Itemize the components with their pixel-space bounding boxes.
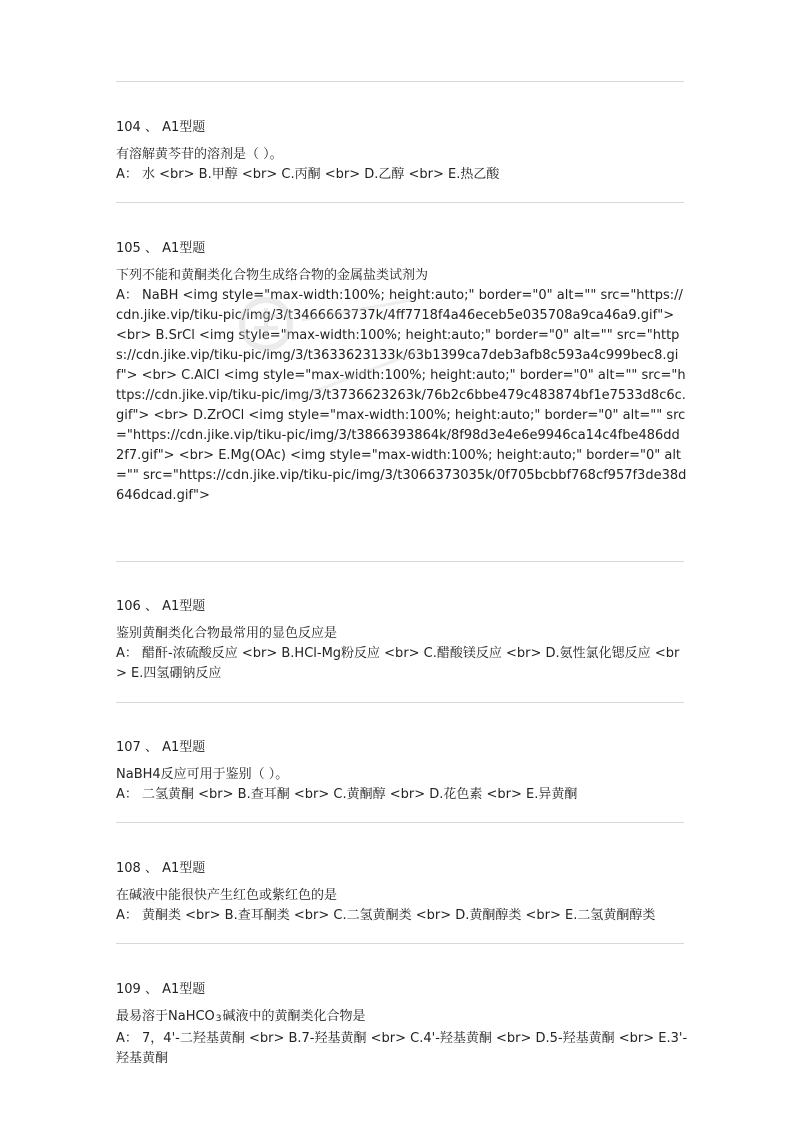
answer-options: A： 水 <br> B.甲醇 <br> C.丙酮 <br> D.乙醇 <br> E.热乙酸 [116, 167, 500, 182]
question-106 [116, 597, 688, 684]
question-type: A1型题 [162, 740, 206, 755]
answer-options: A： NaBH <img style="max-width:100%; height:auto;" border="0" alt="" src="https://cdn.jike.vip/tiku-pic/img/3/t3466663737k/4ff7718f4a46eceb5e035708a9ca46a9.gif"> <br> B.SrCl <img style="max-width:100%; height:auto;" border="0" alt="" src="https://cdn.jike.vip/tiku-pic/img/3/t3633623133k/63b1399ca7deb3afb8c593a4c999bec8.gif"> <br> C.AlCl <img style="max-width:100%; height:auto;" border="0" alt="" src="https://cdn.jike.vip/tiku-pic/img/3/t3736623263k/76b2c6bbe479c483874bf1e7533d8c6c.gif"> <br> D.ZrOCl <img style="max-width:100%; height:auto;" border="0" alt="" src="https://cdn.jike.vip/tiku-pic/img/3/t3866393864k/8f98d3e4e6e9946ca14c4fbe486dd2f7.gif"> <br> E.Mg(OAc) <img style="max-width:100%; height:auto;" border="0" alt="" src="https://cdn.jike.vip/tiku-pic/img/3/t3066373035k/0f705bcbbf768cf957f3de38d646dcad.gif"> [116, 288, 687, 503]
question-number: 106 [116, 599, 141, 614]
question-type: A1型题 [162, 982, 206, 997]
question-header [116, 239, 688, 259]
divider [116, 561, 684, 562]
question-number: 104 [116, 120, 141, 135]
question-separator: 、 [144, 982, 158, 997]
question-104 [116, 118, 688, 185]
question-105 [116, 239, 688, 506]
subscript: 3 [215, 1014, 222, 1024]
question-number: 109 [116, 982, 141, 997]
question-type: A1型题 [162, 599, 206, 614]
question-stem: 有溶解黄芩苷的溶剂是（ ）。 [116, 147, 283, 162]
question-108 [116, 859, 688, 926]
question-type: A1型题 [162, 120, 206, 135]
question-109 [116, 980, 688, 1069]
question-header [116, 980, 688, 1000]
question-header [116, 738, 688, 758]
divider [116, 202, 684, 203]
question-separator: 、 [144, 861, 158, 876]
answer-options: A： 醋酐-浓硫酸反应 <br> B.HCl-Mg粉反应 <br> C.醋酸镁反应 <br> D.氨性氯化锶反应 <br> E.四氢硼钠反应 [116, 646, 680, 681]
question-stem: 在碱液中能很快产生红色或紫红色的是 [116, 888, 338, 903]
question-stem: NaBH4反应可用于鉴别（ ）。 [116, 767, 289, 782]
question-number: 107 [116, 740, 141, 755]
question-type: A1型题 [162, 861, 206, 876]
answer-options: A： 二氢黄酮 <br> B.查耳酮 <br> C.黄酮醇 <br> D.花色素 <br> E.异黄酮 [116, 787, 578, 802]
question-header [116, 859, 688, 879]
stem-text: 最易溶于NaHCO [116, 1009, 215, 1024]
question-stem [116, 1007, 688, 1029]
divider [116, 943, 684, 944]
question-header [116, 597, 688, 617]
question-stem: 下列不能和黄酮类化合物生成络合物的金属盐类试剂为 [116, 268, 429, 283]
question-type: A1型题 [162, 241, 206, 256]
question-separator: 、 [144, 120, 158, 135]
question-number: 105 [116, 241, 141, 256]
question-107 [116, 738, 688, 805]
question-separator: 、 [144, 599, 158, 614]
answer-options: A： 7，4'-二羟基黄酮 <br> B.7-羟基黄酮 <br> C.4'-羟基黄酮 <br> D.5-羟基黄酮 <br> E.3'-羟基黄酮 [116, 1031, 688, 1066]
question-header [116, 118, 688, 138]
divider [116, 822, 684, 823]
stem-text: 碱液中的黄酮类化合物是 [222, 1009, 366, 1024]
question-number: 108 [116, 861, 141, 876]
answer-options: A： 黄酮类 <br> B.查耳酮类 <br> C.二氢黄酮类 <br> D.黄酮醇类 <br> E.二氢黄酮醇类 [116, 908, 656, 923]
question-separator: 、 [144, 740, 158, 755]
divider [116, 81, 684, 82]
question-separator: 、 [144, 241, 158, 256]
divider [116, 702, 684, 703]
question-stem: 鉴别黄酮类化合物最常用的显色反应是 [116, 626, 338, 641]
